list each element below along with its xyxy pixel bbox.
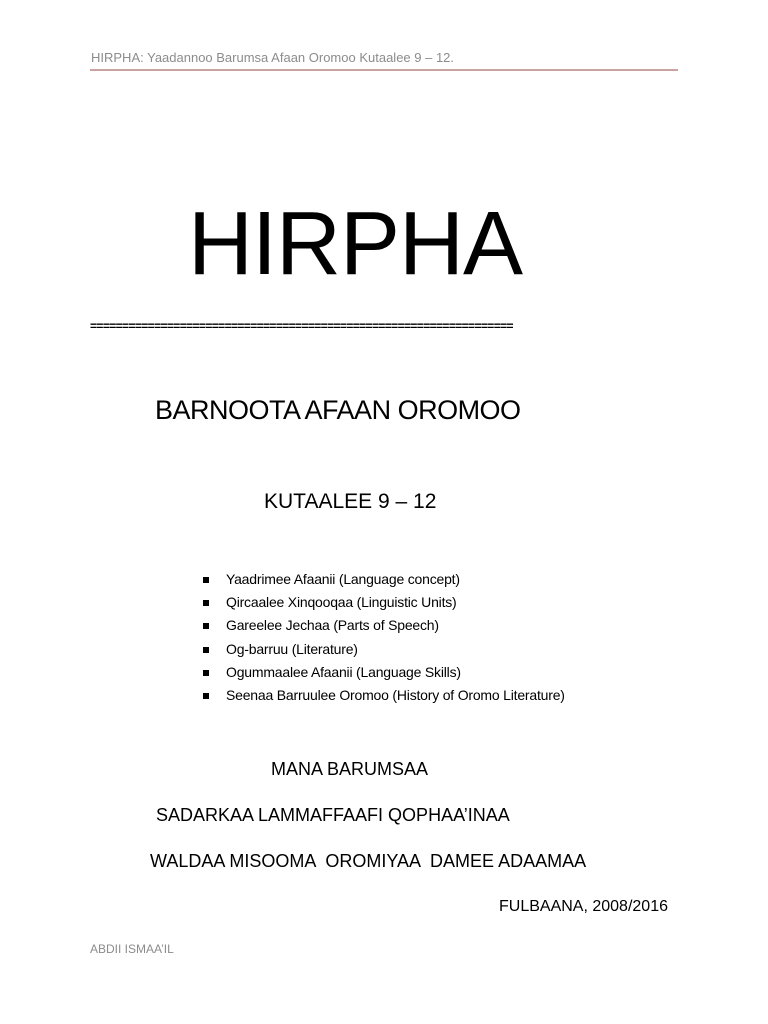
topic-label: Og-barruu (Literature)	[226, 640, 358, 657]
running-header: HIRPHA: Yaadannoo Barumsa Afaan Oromoo Kutaalee 9 – 12.	[91, 50, 455, 65]
square-bullet-icon	[203, 693, 209, 699]
topic-label: Qircaalee Xinqooqaa (Linguistic Units)	[226, 594, 457, 611]
subject-heading: BARNOOTA AFAAN OROMOO	[155, 395, 521, 425]
publication-date: FULBAANA, 2008/2016	[499, 898, 668, 915]
list-item	[203, 638, 565, 661]
list-item	[203, 684, 565, 707]
list-item	[203, 568, 565, 591]
footer-author: ABDII ISMAA’IL	[90, 942, 174, 956]
square-bullet-icon	[203, 647, 209, 653]
topic-label: Gareelee Jechaa (Parts of Speech)	[226, 617, 439, 634]
level-label: SADARKAA LAMMAFFAAFI QOPHAA’INAA	[156, 805, 510, 825]
square-bullet-icon	[203, 623, 209, 629]
list-item	[203, 614, 565, 637]
equals-separator: ==================================================================	[90, 319, 513, 333]
school-label: MANA BARUMSAA	[271, 759, 429, 779]
organization-label: WALDAA MISOOMA OROMIYAA DAMEE ADAAMAA	[150, 851, 587, 871]
list-item	[203, 661, 565, 684]
topic-label: Seenaa Barruulee Oromoo (History of Oromo Literature)	[226, 686, 565, 703]
list-item	[203, 591, 565, 614]
document-title: HIRPHA	[188, 194, 523, 294]
square-bullet-icon	[203, 670, 209, 676]
square-bullet-icon	[203, 600, 209, 606]
topic-label: Yaadrimee Afaanii (Language concept)	[226, 571, 460, 587]
topics-list	[203, 568, 565, 707]
square-bullet-icon	[203, 577, 209, 583]
header-divider	[90, 69, 678, 71]
topic-label: Ogummaalee Afaanii (Language Skills)	[226, 663, 461, 680]
grades-heading: KUTAALEE 9 – 12	[264, 490, 437, 513]
